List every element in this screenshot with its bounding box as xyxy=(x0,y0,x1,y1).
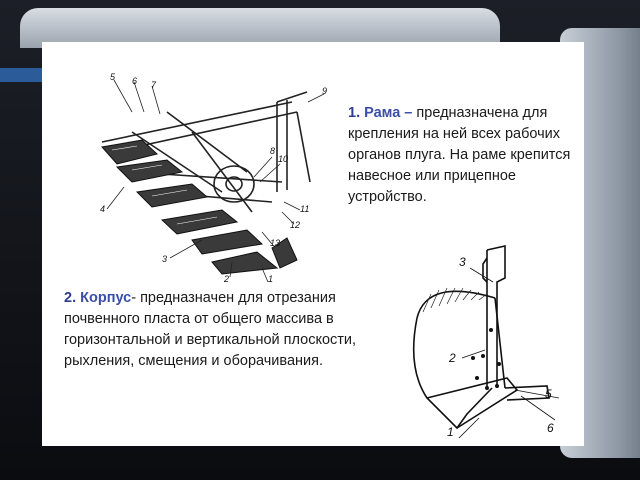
frame-description xyxy=(348,103,580,208)
section1-number: 1. xyxy=(348,105,361,121)
label-6: 6 xyxy=(132,76,138,86)
label-7: 7 xyxy=(151,80,157,90)
plough-frame-illustration xyxy=(72,72,332,282)
body-label-6: 6 xyxy=(547,421,554,435)
section2-number: 2. xyxy=(64,290,77,306)
body-label-1: 1 xyxy=(447,425,454,438)
label-8: 8 xyxy=(270,146,276,156)
slide xyxy=(42,42,584,446)
body-label-5: 5 xyxy=(545,387,552,401)
section2-text: - предназначен для отрезания почвенного пласта от общего массива в горизонтальной и вертикальной плоскости, рыхления, смещения и оборачивания. xyxy=(64,290,357,369)
label-3: 3 xyxy=(162,254,168,264)
body-label-2: 2 xyxy=(449,351,456,365)
section2-term: Корпус xyxy=(80,290,132,306)
label-2: 2 xyxy=(224,274,230,282)
section1-term: Рама xyxy=(364,105,401,121)
section1-text: предназначена для крепления на ней всех рабочих органов плуга. На раме крепится навесное или прицепное устройство. xyxy=(348,105,571,205)
section1-dash: – xyxy=(400,105,413,121)
body-description xyxy=(64,288,364,372)
plough-body-illustration xyxy=(387,238,567,438)
label-10: 10 xyxy=(278,154,289,164)
label-13: 13 xyxy=(270,238,281,248)
label-4: 4 xyxy=(100,204,106,214)
label-5: 5 xyxy=(110,72,116,82)
label-1: 1 xyxy=(268,274,274,282)
label-9: 9 xyxy=(322,86,328,96)
label-11: 11 xyxy=(300,204,310,214)
label-12: 12 xyxy=(290,220,301,230)
body-label-3: 3 xyxy=(459,255,466,269)
